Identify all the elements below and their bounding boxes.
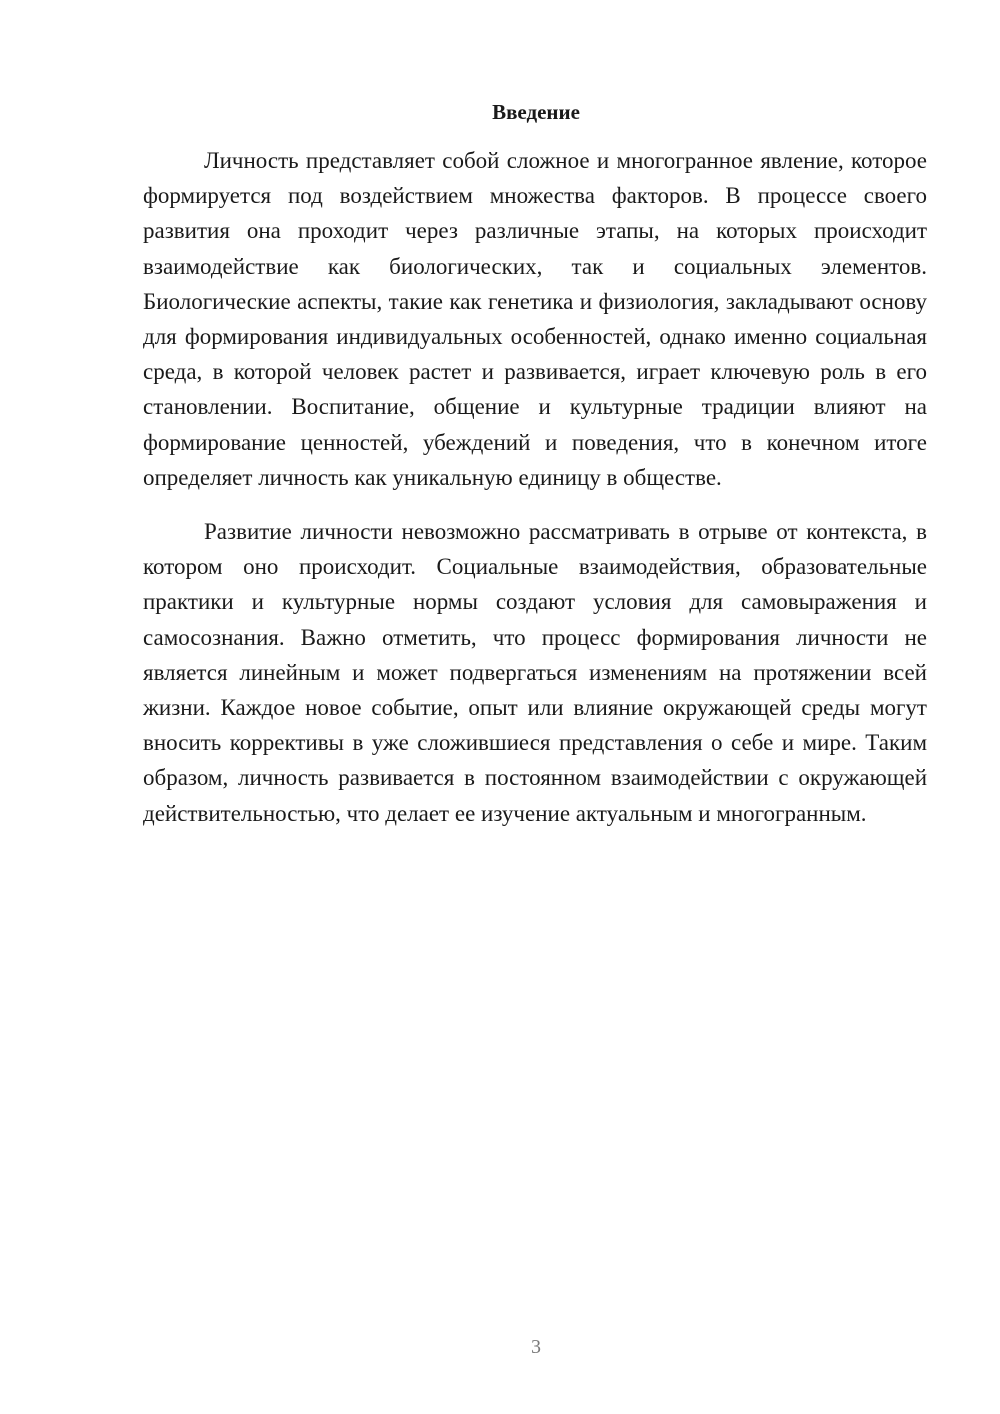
- page-number: 3: [531, 1336, 541, 1358]
- section-heading: Введение: [492, 100, 580, 124]
- paragraph-1: Личность представляет собой сложное и многогранное явление, которое формируется под воздействием множества факторов. В процессе своего развития она проходит через различные этапы, на которых происходит взаимодействие как биологических, так и социальных элементов. Биологические аспекты, такие как генетика и физиология, закладывают основу для формирования индивидуальных особенностей, однако именно социальная среда, в которой человек растет и развивается, играет ключевую роль в его становлении. Воспитание, общение и культурные традиции влияют на формирование ценностей, убеждений и поведения, что в конечном итоге определяет личность как уникальную единицу в обществе.: [143, 148, 927, 490]
- paragraph-2: Развитие личности невозможно рассматривать в отрыве от контекста, в котором оно происходит. Социальные взаимодействия, образовательные практики и культурные нормы создают условия для самовыражения и самосознания. Важно отметить, что процесс формирования личности не является линейным и может подвергаться изменениям на протяжении всей жизни. Каждое новое событие, опыт или влияние окружающей среды могут вносить коррективы в уже сложившиеся представления о себе и мире. Таким образом, личность развивается в постоянном взаимодействии с окружающей действительностью, что делает ее изучение актуальным и многогранным.: [143, 519, 927, 826]
- body-text: [143, 143, 927, 831]
